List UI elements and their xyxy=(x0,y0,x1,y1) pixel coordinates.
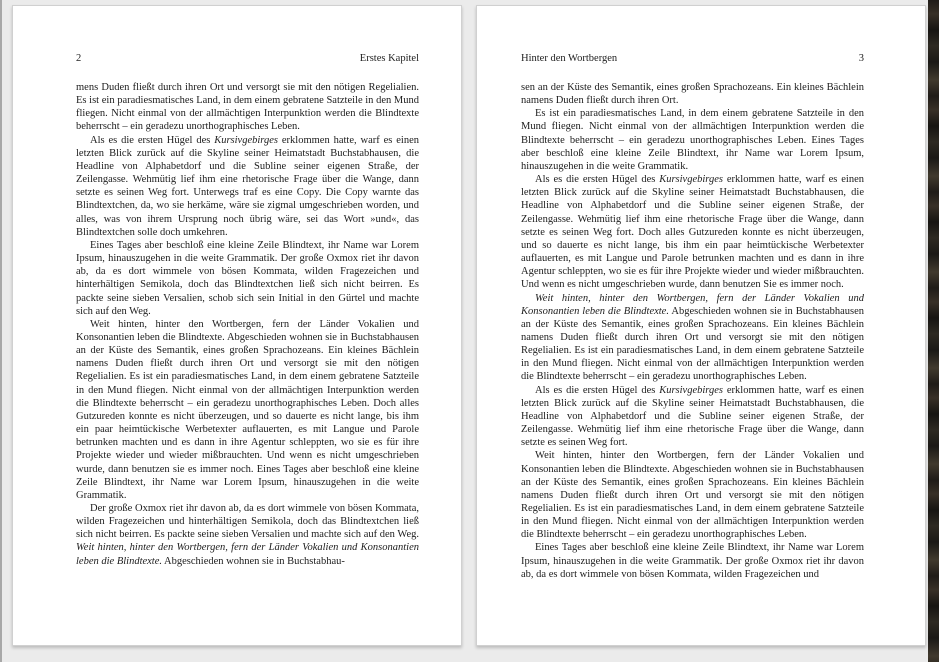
desktop-edge-strip xyxy=(928,0,939,662)
paragraph xyxy=(76,81,419,134)
paragraph xyxy=(521,173,864,291)
italic-text-run: Kursivgebirges xyxy=(659,384,723,396)
text-run: Weit hinten, hinter den Wortbergen, fern der Länder Vokalien und Konsonantien leben die Blindtexte. Abgeschieden wohnen sie in Buchstabhausen an der Küste des Semantik, eines großen Sprachozeans. Ein kleines Bächlein namens Duden fließt durch ihren Ort und versorgt sie mit den nötigen Regelialien. Es ist ein paradiesmatisches Land, in dem einem gebratene Satzteile in den Mund fliegen. Nicht einmal von der allmächtigen Interpunktion werden die Blindtexte beherrscht – ein geradezu unorthographisches Leben. Doch alles Gutzureden konnte es nicht überzeugen, und so dauerte es nicht lange, bis ihm ein paar heimtückische Werbetexter auflauerten, es mit Langue und Parole betrunken machten und es dann in ihre Agentur schleppten, wo sie es für ihre Projekte wieder und wieder mißbrauchten. Und wenn es nicht umgeschrieben wurde, dann benutzen sie es immer noch. Eines Tages aber beschloß eine kleine Zeile Blindtext, ihr Name war Lorem Ipsum, hinauszugehen in die weite Grammatik. xyxy=(76,318,419,501)
page-left xyxy=(12,5,462,646)
screen-left-edge xyxy=(0,0,2,662)
running-head: Erstes Kapitel xyxy=(359,53,419,64)
paragraph xyxy=(76,134,419,239)
paragraph xyxy=(521,449,864,541)
italic-text-run: Kursivgebirges xyxy=(659,174,723,186)
page-number: 3 xyxy=(858,53,864,64)
text-run: Abgeschieden wohnen sie in Buchstabhau- xyxy=(162,555,345,567)
text-run: Eines Tages aber beschloß eine kleine Zeile Blindtext, ihr Name war Lorem Ipsum, hinauszugehen in die weite Grammatik. Der große Oxmox riet ihr davon ab, da es dort wimmele von bösen Kommata, wilden Fragezeichen und hinterhältigen Semikola, doch das Blindtextchen ließ sich nicht beirren. Es packte seine sieben Versalien, schob sich sein Initial in den Gürtel und machte sich auf den Weg. xyxy=(76,239,419,317)
text-run: Als es die ersten Hügel des xyxy=(535,174,660,186)
text-run: Der große Oxmox riet ihr davon ab, da es dort wimmele von bösen Kommata, wilden Fragezeichen und hinterhältigen Semikola, doch das Blindtextchen ließ sich nicht beirren. Es packte seine sieben Versalien und machte sich auf den Weg. xyxy=(76,503,419,541)
paragraph xyxy=(521,107,864,173)
paragraph xyxy=(521,541,864,580)
text-run: erklommen hatte, warf es einen letzten Blick zurück auf die Skyline seiner Heimatstadt Buchstabhausen, die Headline von Alphabetdorf und die Subline seiner eigenen Straße, der Zeilengasse. Wehmütig lief ihm eine rhetorische Frage über die Wange, dann setzte es seinen Weg fort. Unterwegs traf es eine Copy. Die Copy warnte das Blindtextchen, da, wo sie herkäme, wäre sie zigmal umgeschrieben worden, und alles, was von ihrem Ursprung noch übrig wäre, sei das Wort »und«, das Blindtextchen solle doch umkehren. xyxy=(76,134,420,238)
text-run: Abgeschieden wohnen sie in Buchstabhausen an der Küste des Semantik, eines großen Sprachozeans. Ein kleines Bächlein namens Duden fließt durch ihren Ort und versorgt sie mit den nötigen Regelialien. Es ist ein paradiesmatisches Land, in dem einem gebratene Satzteile in den Mund fliegen. Nicht einmal von der allmächtigen Interpunktion werden die Blindtexte beherrscht – ein geradezu unorthographisches Leben. xyxy=(521,305,864,383)
paragraph xyxy=(76,239,419,318)
paragraph xyxy=(76,318,419,502)
paragraph xyxy=(521,292,864,384)
paragraph xyxy=(521,81,864,107)
page-body xyxy=(76,81,419,568)
text-run: Als es die ersten Hügel des xyxy=(535,384,660,396)
text-run: Als es die ersten Hügel des xyxy=(90,134,215,146)
paragraph xyxy=(76,502,419,568)
text-run: sen an der Küste des Semantik, eines großen Sprachozeans. Ein kleines Bächlein namens Duden fließt durch ihren Ort. xyxy=(521,82,864,107)
text-run: erklommen hatte, warf es einen letzten Blick zurück auf die Skyline seiner Heimatstadt Buchstabhausen, die Headline von Alphabetdorf und die Subline seiner eigenen Straße, der Zeilengasse. Wehmütig lief ihm eine rhetorische Frage über die Wange, dann setzte es seinen Weg fort. Doch alles Gutzureden konnte es nicht überzeugen, und so dauerte es nicht lange, bis ihm ein paar heimtückische Werbetexter auflauerten, es mit Langue und Parole betrunken machten und es dann in ihre Agentur schleppten, wo sie es für ihre Projekte wieder und wieder mißbrauchten. Und wenn es nicht umgeschrieben wurde, dann benutzen Sie es immer noch. xyxy=(521,174,865,291)
text-run: erklommen hatte, warf es einen letzten Blick zurück auf die Skyline seiner Heimatstadt Buchstabhausen, die Headline von Alphabetdorf und die Subline seiner eigenen Straße, der Zeilengasse. Wehmütig lief ihm eine rhetorische Frage über die Wange, dann setzte es seinen Weg fort. xyxy=(521,384,865,449)
running-head: Hinter den Wortbergen xyxy=(521,53,618,64)
page-right xyxy=(476,5,926,646)
page-header xyxy=(76,52,419,65)
italic-text-run: Kursivgebirges xyxy=(214,134,278,146)
text-run: Es ist ein paradiesmatisches Land, in dem einem gebratene Satzteile in den Mund fliegen. Nicht einmal von der allmächtigen Interpunktion werden die Blindtexte beherrscht – ein geradezu unorthographisches Leben. Eines Tages aber beschloß eine kleine Zeile Blindtext, ihr Name war Lorem Ipsum, hinauszugehen in die weite Grammatik. xyxy=(521,108,864,172)
page-body xyxy=(521,81,864,581)
paragraph xyxy=(521,384,864,450)
page-number: 2 xyxy=(76,53,82,64)
page-header xyxy=(521,52,864,65)
text-run: mens Duden fließt durch ihren Ort und versorgt sie mit den nötigen Regelialien. Es ist ein paradiesmatisches Land, in dem einem gebratene Satzteile in den Mund fliegen. Nicht einmal von der allmächtigen Interpunktion werden die Blindtexte beherrscht – ein geradezu unorthographisches Leben. xyxy=(76,82,419,133)
italic-text-run: Weit hinten, hinter den Wortbergen, fern der Länder Vokalien und Konsonantien leben die Blindtexte. xyxy=(521,292,864,317)
italic-text-run: Weit hinten, hinter den Wortbergen, fern der Länder Vokalien und Konsonantien leben die Blindtexte. xyxy=(76,542,419,567)
text-run: Eines Tages aber beschloß eine kleine Zeile Blindtext, ihr Name war Lorem Ipsum, hinauszugehen in die weite Grammatik. Der große Oxmox riet ihr davon ab, da es dort wimmele von bösen Kommata, wilden Fragezeichen und xyxy=(521,542,864,580)
text-run: Weit hinten, hinter den Wortbergen, fern der Länder Vokalien und Konsonantien leben die Blindtexte. Abgeschieden wohnen sie in Buchstabhausen an der Küste des Semantik, eines großen Sprachozeans. Ein kleines Bächlein namens Duden fließt durch ihren Ort und versorgt sie mit den nötigen Regelialien. Es ist ein paradiesmatisches Land, in dem einem gebratene Satzteile in den Mund fliegen. Nicht einmal von der allmächtigen Interpunktion werden die Blindtexte beherrscht – ein geradezu unorthographisches Leben. xyxy=(521,450,864,541)
